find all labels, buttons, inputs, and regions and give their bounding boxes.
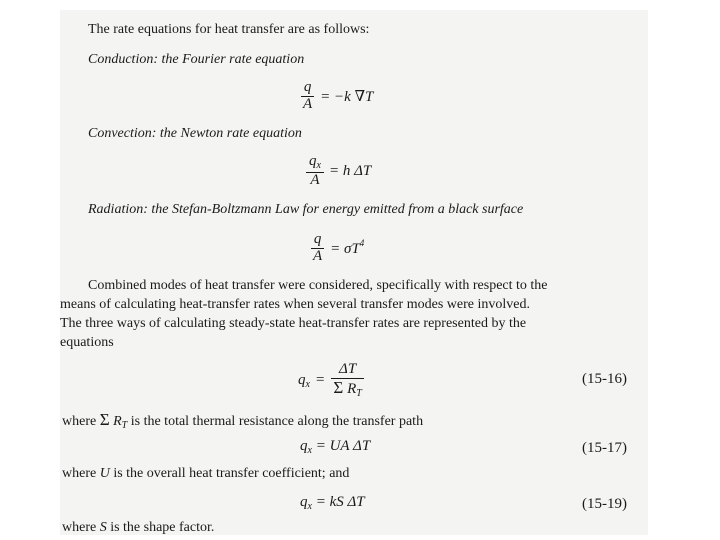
conduction-equation [300, 80, 373, 113]
eq19-lhs: q [300, 494, 308, 510]
convection-num-sub: x [316, 160, 321, 171]
paragraph-line-3: The three ways of calculating steady-state heat-transfer rates are represented by the [60, 316, 527, 331]
radiation-heading: Radiation: the Stefan-Boltzmann Law for energy emitted from a black surface [88, 202, 524, 217]
where3-var: S [99, 520, 107, 535]
where2-var: U [99, 466, 110, 481]
where1-var: R [113, 414, 122, 429]
where2-pre: where [62, 466, 97, 481]
convection-heading: Convection: the Newton rate equation [88, 126, 302, 141]
where-resistance-line [62, 410, 423, 431]
eq19-rhs: = kS ΔT [315, 494, 365, 510]
paragraph-line-1: Combined modes of heat transfer were considered, specifically with respect to the [88, 278, 548, 293]
eq17-lhs: q [300, 438, 308, 454]
equation-15-19 [300, 494, 365, 512]
where-shape-line [62, 520, 214, 536]
equation-15-17 [300, 438, 370, 456]
eq16-label: (15-16) [582, 371, 627, 387]
convection-num: q [309, 153, 317, 169]
where3-post: is the shape factor. [110, 520, 215, 535]
convection-rhs: = h ΔT [328, 162, 372, 179]
radiation-rhs: = σT [330, 241, 360, 258]
eq19-label: (15-19) [582, 496, 627, 512]
radiation-equation [310, 232, 364, 265]
radiation-rhs-sup: 4 [359, 238, 365, 249]
conduction-heading: Conduction: the Fourier rate equation [88, 52, 305, 67]
where2-post: is the overall heat transfer coefficient; and [113, 466, 350, 481]
eq16-sigma: Σ [333, 377, 344, 397]
eq16-equals: = [315, 372, 325, 389]
conduction-den: A [303, 95, 313, 112]
eq19-lhs-sub: x [307, 501, 312, 512]
eq16-num: ΔT [331, 362, 364, 379]
where1-post: is the total thermal resistance along the transfer path [130, 414, 424, 429]
paragraph-line-2: means of calculating heat-transfer rates when several transfer modes were involved. [60, 297, 530, 312]
where1-sigma: Σ [99, 410, 110, 429]
eq16-lhs-sub: x [305, 378, 310, 390]
radiation-num: q [311, 232, 325, 249]
where3-pre: where [62, 520, 97, 535]
where-coefficient-line [62, 466, 349, 482]
eq17-rhs: = UA ΔT [315, 438, 371, 454]
eq16-lhs: q [298, 371, 306, 388]
where1-pre: where [62, 414, 97, 429]
equation-15-16 [298, 362, 365, 399]
conduction-rhs: = −k ∇T [320, 88, 374, 105]
intro-text: The rate equations for heat transfer are as follows: [88, 22, 370, 37]
eq16-den-sub: T [356, 387, 362, 399]
paragraph-line-4: equations [60, 335, 114, 350]
conduction-num: q [301, 80, 315, 97]
eq16-den: R [347, 380, 357, 397]
where1-var-sub: T [121, 420, 128, 431]
convection-equation [306, 154, 371, 188]
convection-den: A [310, 171, 320, 188]
eq17-label: (15-17) [582, 440, 627, 456]
eq17-lhs-sub: x [307, 445, 312, 456]
radiation-den: A [313, 247, 323, 264]
